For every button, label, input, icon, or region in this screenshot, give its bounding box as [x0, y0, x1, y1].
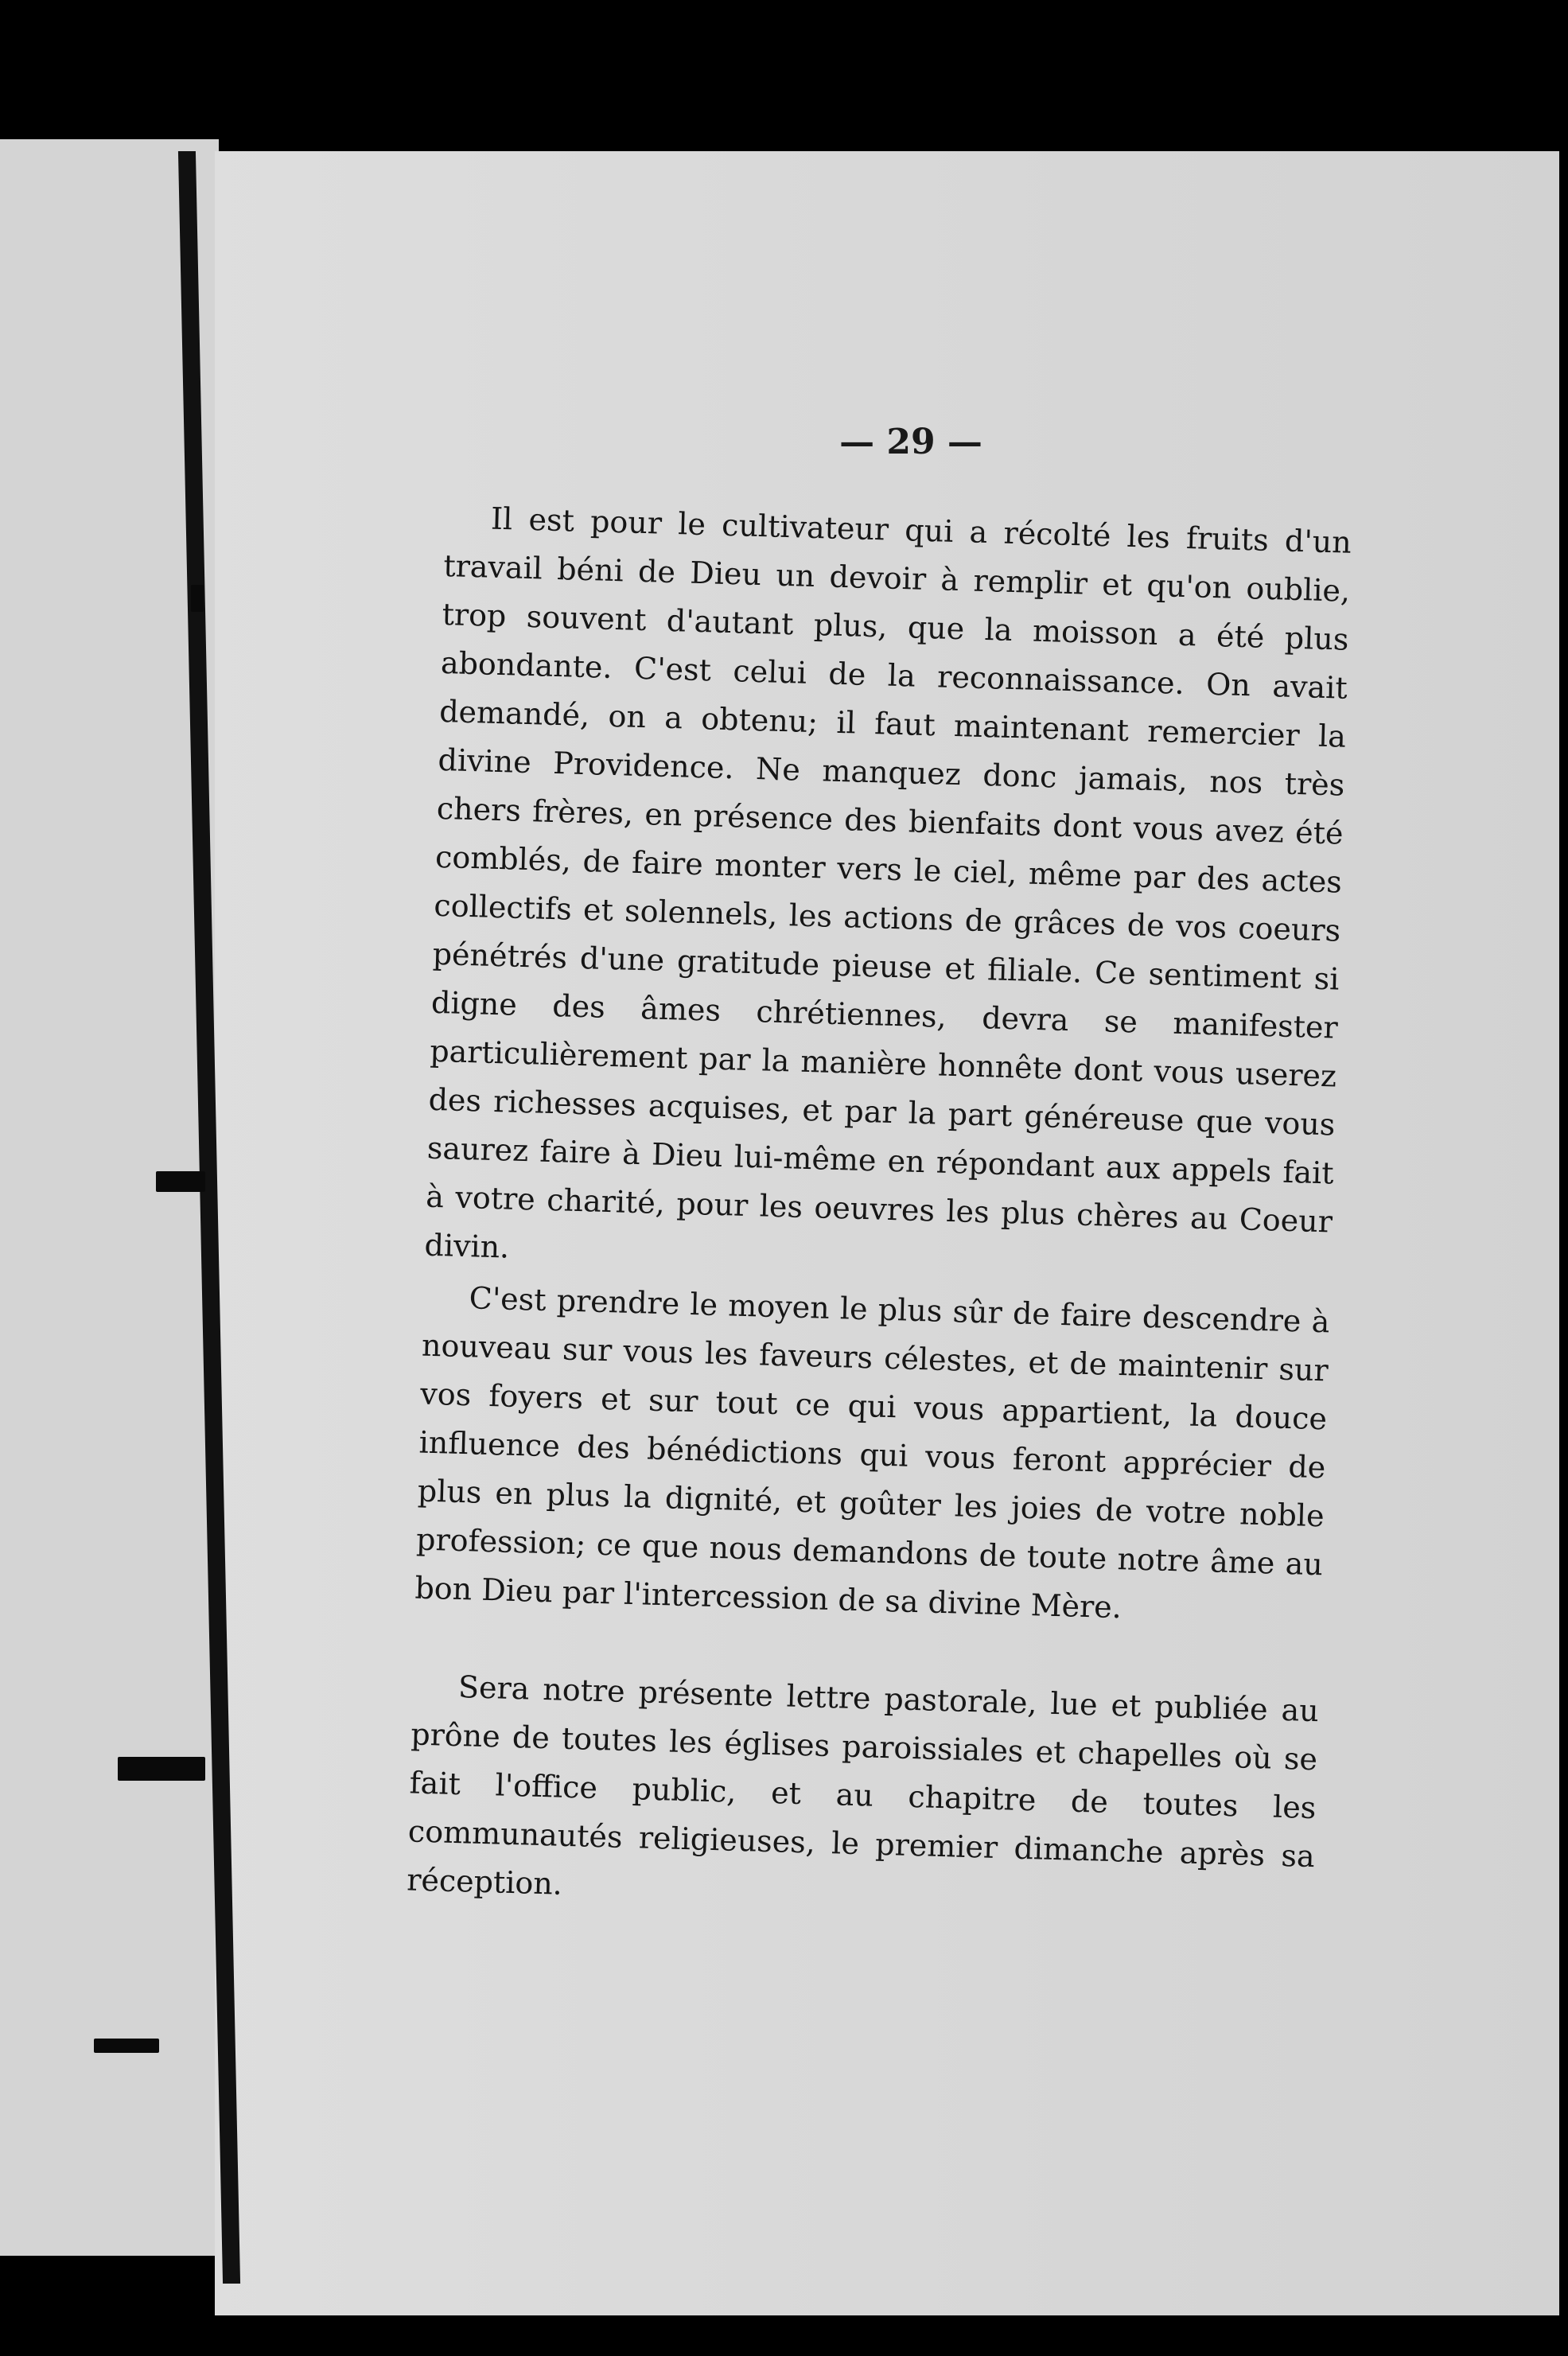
binding-stitch [156, 1171, 205, 1192]
paragraph-publication-order: Sera notre présente lettre pastorale, lue et publiée au prône de toutes les églises paroissiales et chapelles où se fait l'office public, et au chapitre de toutes les communautés religieuses, le premier dimanche après sa réception. [406, 1669, 1320, 1902]
letter-body [406, 493, 1352, 1930]
paragraph-blessings: C'est prendre le moyen le plus sûr de faire descendre à nouveau sur vous les faveurs célestes, et de maintenir sur vos foyers et sur tout ce qui vous appartient, la douce influence des bénédictions qui vous feront apprécier de plus en plus la dignité, et goûter les joies de votre noble profession; ce que nous demandons de toute notre âme au bon Dieu par l'intercession de sa divine Mère. [414, 1280, 1330, 1626]
binding-stitch [94, 2039, 159, 2053]
page-number: — 29 — [839, 422, 982, 462]
paragraph-gratitude: Il est pour le cultivateur qui a récolté les fruits d'un travail béni de Dieu un devoir à remplir et qu'on oublie, trop souvent d'autant plus, que la moisson a été plus abondante. C'est celui de la reconnaissance. On avait demandé, on a obtenu; il faut maintenant remercier la divine Providence. Ne manquez donc jamais, nos très chers frères, en présence des bienfaits dont vous avez été comblés, de faire monter vers le ciel, même par des actes collectifs et solennels, les actions de grâces de vos coeurs pénétrés d'une gratitude pieuse et filiale. Ce sentiment si digne des âmes chrétiennes, devra se manifester particulièrement par la manière honnête dont vous userez des richesses acquises, et par la part généreuse que vous saurez faire à Dieu lui-même en répondant aux appels fait à votre charité, pour les oeuvres les plus chères au Coeur divin. [423, 500, 1352, 1265]
binding-stitch [118, 1757, 205, 1781]
binding-stitch [191, 585, 204, 612]
